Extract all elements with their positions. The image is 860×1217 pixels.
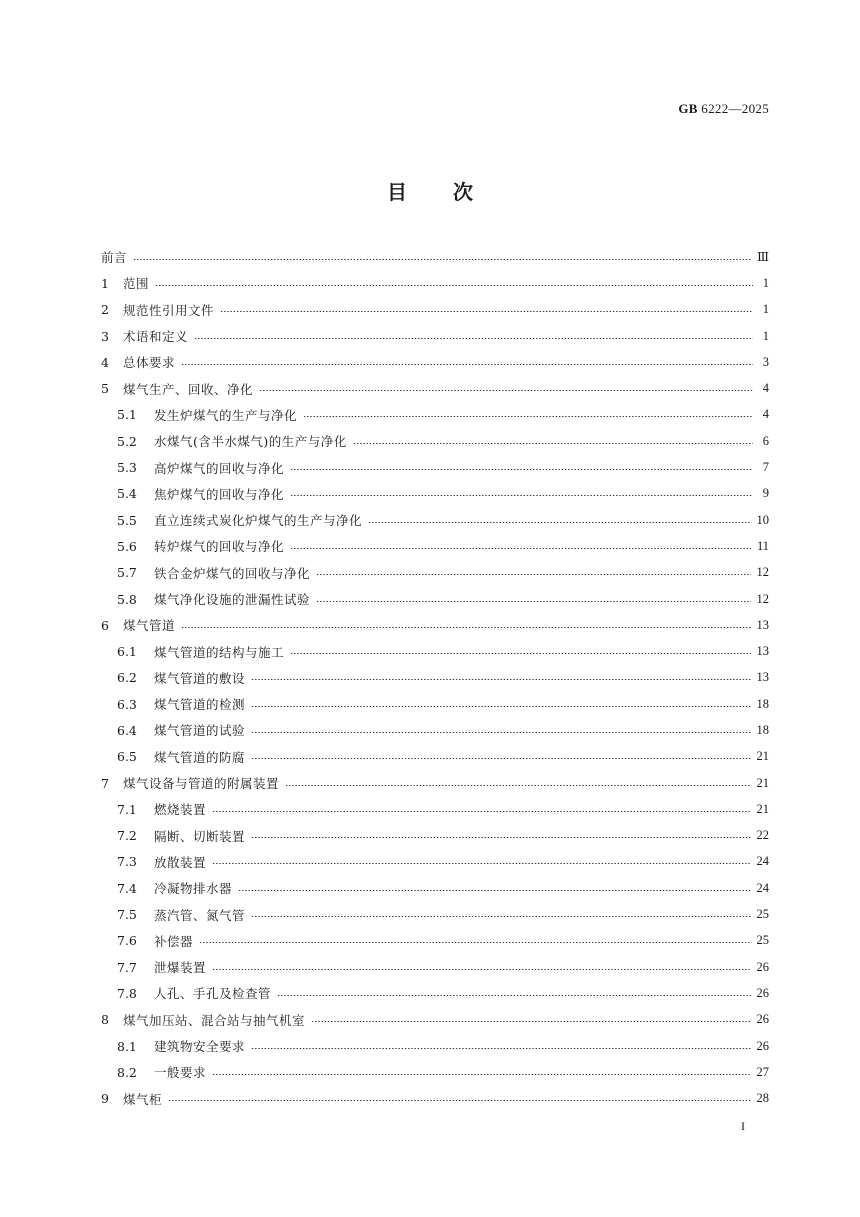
toc-leader-dots [251, 1048, 750, 1049]
toc-title: 目次 [387, 180, 519, 204]
toc-entry[interactable] [101, 796, 769, 822]
page-number: I [741, 1119, 745, 1133]
toc-entry-label: 转炉煤气的回收与净化 [154, 539, 285, 555]
toc-leader-dots [303, 416, 753, 417]
toc-entry-number: 8.1 [117, 1038, 137, 1054]
toc-leader-dots [251, 837, 750, 838]
toc-entry-page: 26 [756, 1012, 769, 1027]
toc-entry-label: 焦炉煤气的回收与净化 [154, 486, 285, 502]
toc-entry[interactable] [101, 717, 769, 743]
toc-entry-label: 前言 [101, 250, 128, 266]
toc-entry-label: 煤气设备与管道的附属装置 [123, 776, 280, 792]
toc-leader-dots [259, 390, 753, 391]
toc-entry-page: 27 [756, 1064, 769, 1079]
toc-entry-number: 6.2 [117, 670, 137, 686]
toc-entry-number: 7.8 [117, 985, 137, 1001]
toc-leader-dots [285, 785, 750, 786]
toc-entry[interactable] [101, 744, 769, 770]
toc-entry-page: 25 [756, 907, 769, 922]
toc-leader-dots [368, 522, 750, 523]
toc-entry-page: 6 [762, 433, 769, 448]
toc-entry-page: 25 [756, 933, 769, 948]
toc-entry-number: 6 [101, 617, 109, 633]
toc-leader-dots [155, 285, 753, 286]
toc-leader-dots [181, 627, 750, 628]
toc-entry-page: Ⅲ [756, 250, 769, 265]
standard-code-number: 6222—2025 [701, 101, 769, 116]
toc-entry-number: 5 [101, 381, 109, 397]
toc-entry[interactable] [101, 454, 769, 480]
toc-entry-page: 12 [756, 591, 769, 606]
toc-entry[interactable] [101, 323, 769, 349]
toc-entry-label: 补偿器 [154, 933, 194, 949]
toc-entry-label: 一般要求 [154, 1065, 207, 1081]
toc-entry[interactable] [101, 823, 769, 849]
toc-entry[interactable] [101, 507, 769, 533]
toc-entry-label: 放散装置 [154, 854, 207, 870]
toc-entry-label: 蒸汽管、氮气管 [154, 907, 246, 923]
toc-entry[interactable] [101, 770, 769, 796]
toc-entry-page: 1 [762, 275, 769, 290]
toc-entry-page: 21 [756, 775, 769, 790]
toc-entry-number: 4 [101, 354, 109, 370]
toc-entry-label: 铁合金炉煤气的回收与净化 [154, 565, 311, 581]
toc-entry-label: 术语和定义 [123, 329, 189, 345]
toc-entry-page: 18 [756, 722, 769, 737]
toc-entry-number: 8.2 [117, 1064, 137, 1080]
toc-entry-number: 5.1 [117, 407, 137, 423]
standard-code-prefix: GB [678, 101, 698, 116]
toc-entry[interactable] [101, 586, 769, 612]
toc-entry-page: 1 [762, 328, 769, 343]
toc-leader-dots [212, 811, 750, 812]
toc-leader-dots [290, 548, 751, 549]
toc-entry-label: 范围 [123, 276, 150, 292]
toc-entry[interactable] [101, 901, 769, 927]
toc-entry[interactable] [101, 560, 769, 586]
toc-leader-dots [290, 495, 753, 496]
toc-entry-label: 燃烧装置 [154, 802, 207, 818]
toc-leader-dots [316, 574, 750, 575]
toc-entry[interactable] [101, 349, 769, 375]
toc-entry-label: 煤气管道的结构与施工 [154, 644, 285, 660]
toc-entry-page: 7 [762, 460, 769, 475]
toc-entry[interactable] [101, 533, 769, 559]
toc-leader-dots [277, 995, 750, 996]
toc-entry-page: 26 [756, 985, 769, 1000]
toc-entry-page: 9 [762, 486, 769, 501]
toc-leader-dots [290, 653, 750, 654]
toc-entry-page: 13 [756, 644, 769, 659]
toc-entry[interactable] [101, 665, 769, 691]
toc-entry-number: 5.4 [117, 486, 137, 502]
toc-entry[interactable] [101, 1059, 769, 1085]
toc-entry-number: 6.5 [117, 749, 137, 765]
toc-leader-dots [353, 443, 753, 444]
toc-entry-page: 24 [756, 880, 769, 895]
toc-leader-dots [168, 1100, 750, 1101]
toc-entry-number: 5.8 [117, 591, 137, 607]
toc-entry-page: 11 [756, 538, 769, 553]
toc-entry-page: 21 [756, 749, 769, 764]
toc-leader-dots [290, 469, 753, 470]
table-of-contents [101, 244, 769, 1112]
toc-entry-page: 22 [756, 828, 769, 843]
toc-entry-label: 煤气净化设施的泄漏性试验 [154, 592, 311, 607]
toc-entry-number: 5.6 [117, 538, 137, 554]
toc-leader-dots [212, 969, 750, 970]
toc-entry-label: 人孔、手孔及检查管 [154, 986, 272, 1002]
toc-entry-label: 水煤气(含半水煤气)的生产与净化 [154, 434, 347, 450]
toc-entry-number: 1 [101, 275, 109, 291]
toc-entry[interactable] [101, 1086, 769, 1112]
toc-entry-number: 7 [101, 775, 109, 791]
toc-entry-label: 建筑物安全要求 [154, 1039, 246, 1055]
toc-entry[interactable] [101, 691, 769, 717]
toc-entry[interactable] [101, 849, 769, 875]
toc-leader-dots [212, 1074, 750, 1075]
toc-entry-label: 煤气管道 [123, 618, 176, 634]
toc-leader-dots [133, 259, 751, 260]
toc-entry[interactable] [101, 297, 769, 323]
toc-entry-label: 总体要求 [123, 355, 176, 371]
toc-entry[interactable] [101, 612, 769, 638]
toc-entry-page: 26 [756, 959, 769, 974]
toc-entry-label: 泄爆装置 [154, 960, 207, 976]
toc-leader-dots [251, 732, 750, 733]
toc-entry-page: 13 [756, 617, 769, 632]
toc-entry[interactable] [101, 1007, 769, 1033]
toc-entry-number: 7.3 [117, 854, 137, 870]
toc-entry-page: 21 [756, 801, 769, 816]
toc-entry[interactable] [101, 481, 769, 507]
toc-leader-dots [220, 311, 753, 312]
toc-entry-number: 9 [101, 1091, 109, 1107]
toc-entry-page: 12 [756, 565, 769, 580]
toc-entry-page: 4 [762, 407, 769, 422]
standard-code [678, 101, 769, 117]
toc-entry-page: 24 [756, 854, 769, 869]
toc-leader-dots [181, 364, 753, 365]
toc-entry-page: 10 [756, 512, 769, 527]
toc-entry-label: 规范性引用文件 [123, 302, 215, 318]
toc-entry-label: 煤气管道的敷设 [154, 670, 246, 686]
toc-leader-dots [251, 916, 750, 917]
toc-entry-page: 1 [762, 302, 769, 317]
toc-entry[interactable] [101, 428, 769, 454]
toc-entry[interactable] [101, 402, 769, 428]
toc-entry-number: 7.6 [117, 933, 137, 949]
toc-entry[interactable] [101, 638, 769, 664]
toc-leader-dots [212, 863, 750, 864]
toc-entry-label: 煤气管道的防腐 [154, 749, 246, 765]
toc-entry-label: 煤气生产、回收、净化 [123, 381, 254, 397]
toc-entry-page: 28 [756, 1091, 769, 1106]
toc-entry-number: 5.7 [117, 565, 137, 581]
toc-entry[interactable] [101, 375, 769, 401]
toc-entry-label: 隔断、切断装置 [154, 828, 246, 844]
toc-entry-number: 6.3 [117, 696, 137, 712]
toc-entry-number: 6.4 [117, 722, 137, 738]
toc-entry-number: 5.3 [117, 460, 137, 476]
toc-entry-label: 煤气加压站、混合站与抽气机室 [123, 1012, 306, 1028]
toc-leader-dots [316, 601, 750, 602]
toc-entry-number: 2 [101, 302, 109, 318]
toc-entry-label: 发生炉煤气的生产与净化 [154, 407, 298, 423]
toc-entry[interactable] [101, 980, 769, 1006]
toc-entry-number: 5.2 [117, 433, 137, 449]
toc-entry-number: 5.5 [117, 512, 137, 528]
toc-entry-page: 13 [756, 670, 769, 685]
toc-entry-number: 3 [101, 328, 109, 344]
toc-entry-page: 18 [756, 696, 769, 711]
toc-entry-number: 7.2 [117, 828, 137, 844]
toc-entry[interactable] [101, 244, 769, 270]
toc-entry-number: 7.1 [117, 801, 137, 817]
toc-leader-dots [199, 942, 750, 943]
toc-entry-number: 7.7 [117, 959, 137, 975]
toc-entry-number: 7.5 [117, 907, 137, 923]
toc-leader-dots [194, 338, 753, 339]
toc-entry-page: 3 [762, 354, 769, 369]
toc-entry[interactable] [101, 1033, 769, 1059]
toc-entry[interactable] [101, 954, 769, 980]
toc-entry-label: 高炉煤气的回收与净化 [154, 460, 285, 476]
toc-entry-label: 冷凝物排水器 [154, 881, 233, 897]
toc-entry-page: 4 [762, 381, 769, 396]
toc-entry-number: 8 [101, 1012, 109, 1028]
toc-leader-dots [311, 1021, 750, 1022]
toc-entry[interactable] [101, 928, 769, 954]
toc-entry[interactable] [101, 875, 769, 901]
toc-entry-label: 直立连续式炭化炉煤气的生产与净化 [154, 513, 363, 529]
toc-entry-label: 煤气柜 [123, 1091, 163, 1107]
toc-entry[interactable] [101, 270, 769, 296]
toc-leader-dots [238, 890, 750, 891]
toc-leader-dots [251, 679, 750, 680]
toc-entry-page: 26 [756, 1038, 769, 1053]
toc-entry-number: 7.4 [117, 880, 137, 896]
toc-entry-label: 煤气管道的检测 [154, 697, 246, 713]
toc-entry-label: 煤气管道的试验 [154, 723, 246, 739]
toc-entry-number: 6.1 [117, 644, 137, 660]
toc-leader-dots [251, 758, 750, 759]
toc-leader-dots [251, 706, 750, 707]
